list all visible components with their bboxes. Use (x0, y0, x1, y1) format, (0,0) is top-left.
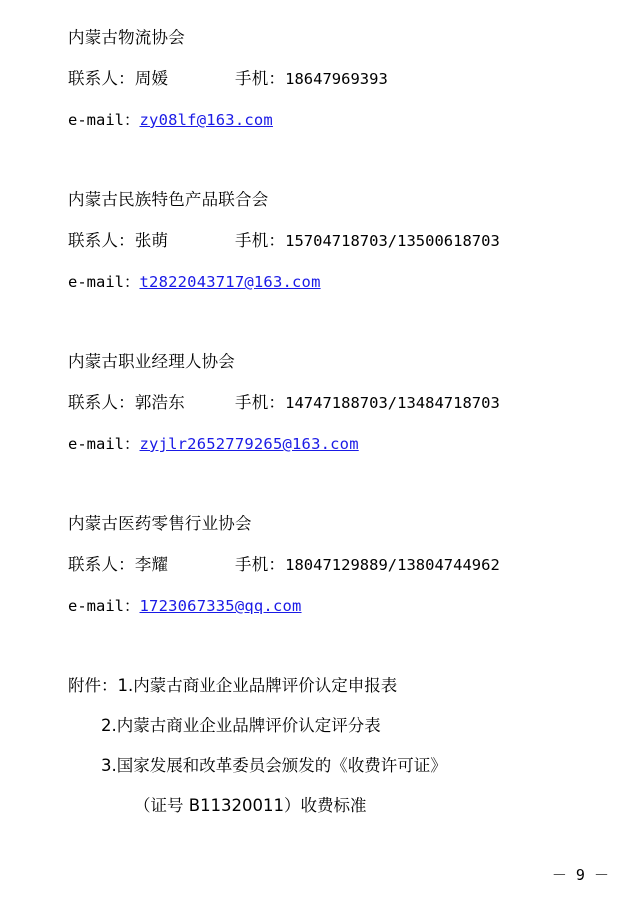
attachment-item: （证号 B11320011）收费标准 (134, 796, 367, 815)
email-label: e-mail： (68, 111, 140, 129)
paragraph-spacer (68, 140, 609, 180)
organization-name: 内蒙古民族特色产品联合会 (68, 190, 269, 209)
contact-label: 联系人： (68, 69, 135, 88)
contact-name: 郭浩东 (134, 393, 185, 412)
attachment-item: 3.国家发展和改革委员会颁发的《收费许可证》 (101, 756, 447, 775)
organization-entry (68, 342, 609, 464)
contact-name: 李耀 (134, 555, 169, 574)
email-label: e-mail： (68, 273, 140, 291)
email-label: e-mail： (68, 597, 140, 615)
phone-value: 15704718703/13500618703 (285, 232, 500, 250)
contact-spacer (168, 555, 235, 574)
contact-name: 周媛 (134, 69, 169, 88)
contact-row (68, 220, 609, 261)
email-link[interactable]: 1723067335@qq.com (139, 597, 302, 615)
attachments-section (68, 666, 609, 826)
email-row (68, 261, 609, 302)
organization-entry (68, 180, 609, 302)
organization-entry (68, 18, 609, 140)
email-link[interactable]: zy08lf@163.com (139, 111, 273, 129)
email-link[interactable]: t2822043717@163.com (139, 273, 321, 291)
phone-label: 手机： (235, 69, 286, 88)
email-link[interactable]: zyjlr2652779265@163.com (139, 435, 359, 453)
organization-entry (68, 504, 609, 626)
email-row (68, 99, 609, 140)
contact-label: 联系人： (68, 393, 135, 412)
contact-spacer (185, 393, 235, 412)
paragraph-spacer (68, 302, 609, 342)
contact-spacer (168, 231, 235, 250)
contact-name: 张萌 (134, 231, 169, 250)
contact-row (68, 544, 609, 585)
phone-label: 手机： (235, 555, 286, 574)
attachment-item: 2.内蒙古商业企业品牌评价认定评分表 (101, 716, 381, 735)
phone-value: 18647969393 (285, 70, 388, 88)
paragraph-spacer (68, 464, 609, 504)
organization-name: 内蒙古物流协会 (68, 28, 185, 47)
phone-label: 手机： (235, 231, 286, 250)
email-row (68, 585, 609, 626)
contact-label: 联系人： (68, 231, 135, 250)
organization-name: 内蒙古职业经理人协会 (68, 352, 235, 371)
phone-value: 18047129889/13804744962 (285, 556, 500, 574)
email-label: e-mail： (68, 435, 140, 453)
phone-value: 14747188703/13484718703 (285, 394, 500, 412)
email-row (68, 423, 609, 464)
contact-row (68, 58, 609, 99)
contact-spacer (168, 69, 235, 88)
paragraph-spacer (68, 626, 609, 666)
page-number: － 9 － (551, 866, 609, 884)
contact-label: 联系人： (68, 555, 135, 574)
attachments-heading: 附件：1.内蒙古商业企业品牌评价认定申报表 (68, 676, 398, 695)
contact-row (68, 382, 609, 423)
organization-name: 内蒙古医药零售行业协会 (68, 514, 252, 533)
phone-label: 手机： (235, 393, 286, 412)
